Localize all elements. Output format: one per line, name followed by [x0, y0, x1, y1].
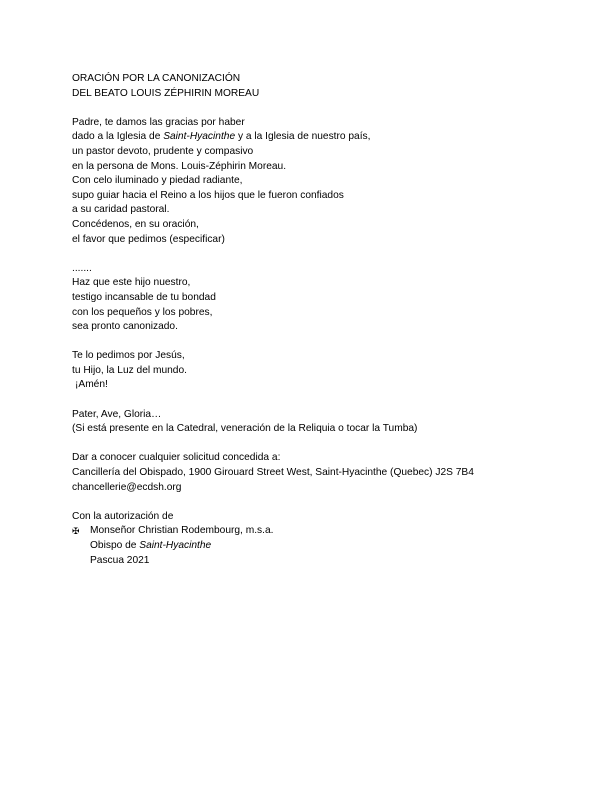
bishop-title-line: [72, 539, 552, 554]
bishop-title-start: Obispo de: [90, 540, 140, 551]
authorization-line-1: Con la autorización de: [72, 510, 174, 522]
date-line: [72, 554, 552, 569]
contact-email: chancellerie@ecdsh.org: [72, 481, 182, 493]
contact-section: [72, 451, 552, 495]
spacer: [72, 437, 552, 452]
closing-line-2: tu Hijo, la Luz del mundo.: [72, 364, 187, 376]
prayers-note-section: [72, 408, 552, 437]
intention-line-1: Haz que este hijo nuestro,: [72, 277, 191, 289]
prayer-line-2-start: dado a la Iglesia de: [72, 131, 164, 143]
intention-line-2: testigo incansable de tu bondad: [72, 291, 216, 303]
prayers-note-line-1: Pater, Ave, Gloria…: [72, 408, 162, 420]
prayer-body: [72, 116, 552, 247]
spacer: [72, 247, 552, 262]
prayer-line-7: a su caridad pastoral.: [72, 204, 170, 216]
prayer-line-3: un pastor devoto, prudente y compasivo: [72, 145, 254, 157]
bishop-name: Monseñor Christian Rodembourg, m.s.a.: [90, 525, 274, 537]
page-title: [72, 72, 552, 101]
prayer-line-1: Padre, te damos las gracias por haber: [72, 116, 245, 128]
spacer: [72, 101, 552, 116]
title-line-1: ORACIÓN POR LA CANONIZACIÓN: [72, 73, 241, 84]
prayer-line-5: Con celo iluminado y piedad radiante,: [72, 175, 243, 187]
bishop-diocese-italic: Saint-Hyacinthe: [139, 540, 212, 551]
prayer-line-6: supo guiar hacia el Reino a los hijos que le fueron confiados: [72, 189, 344, 201]
spacer: [72, 495, 552, 510]
spacer: [72, 335, 552, 350]
contact-address: Cancillería del Obispado, 1900 Girouard Street West, Saint-Hyacinthe (Quebec) J2S 7B4: [72, 467, 474, 479]
amen-line: ¡Amén!: [75, 379, 108, 391]
intention-dots: .......: [72, 262, 92, 274]
contact-line-1: Dar a conocer cualquier solicitud concedida a:: [72, 452, 281, 464]
bishop-name-line: [72, 524, 552, 539]
prayer-line-4: en la persona de Mons. Louis-Zéphirin Moreau.: [72, 160, 287, 172]
date-text: Pascua 2021: [90, 554, 150, 566]
title-line-2: DEL BEATO LOUIS ZÉPHIRIN MOREAU: [72, 87, 260, 99]
intention-line-4: sea pronto canonizado.: [72, 321, 178, 333]
document-page: [72, 72, 552, 568]
intention-section: [72, 262, 552, 335]
spacer: [72, 393, 552, 408]
prayer-line-2-end: y a la Iglesia de nuestro país,: [235, 131, 371, 143]
intention-line-3: con los pequeños y los pobres,: [72, 306, 213, 318]
prayer-line-8: Concédenos, en su oración,: [72, 218, 199, 230]
closing-line-1: Te lo pedimos por Jesús,: [72, 350, 185, 362]
prayer-line-2: [72, 130, 552, 145]
diocese-name-italic: Saint-Hyacinthe: [163, 131, 236, 143]
prayers-note-line-2: (Si está presente en la Catedral, veneración de la Reliquia o tocar la Tumba): [72, 423, 418, 435]
prayer-line-9: el favor que pedimos (especificar): [72, 233, 225, 245]
authorization-section: [72, 510, 552, 568]
closing-section: [72, 349, 552, 393]
cross-icon: ✠: [72, 526, 80, 537]
